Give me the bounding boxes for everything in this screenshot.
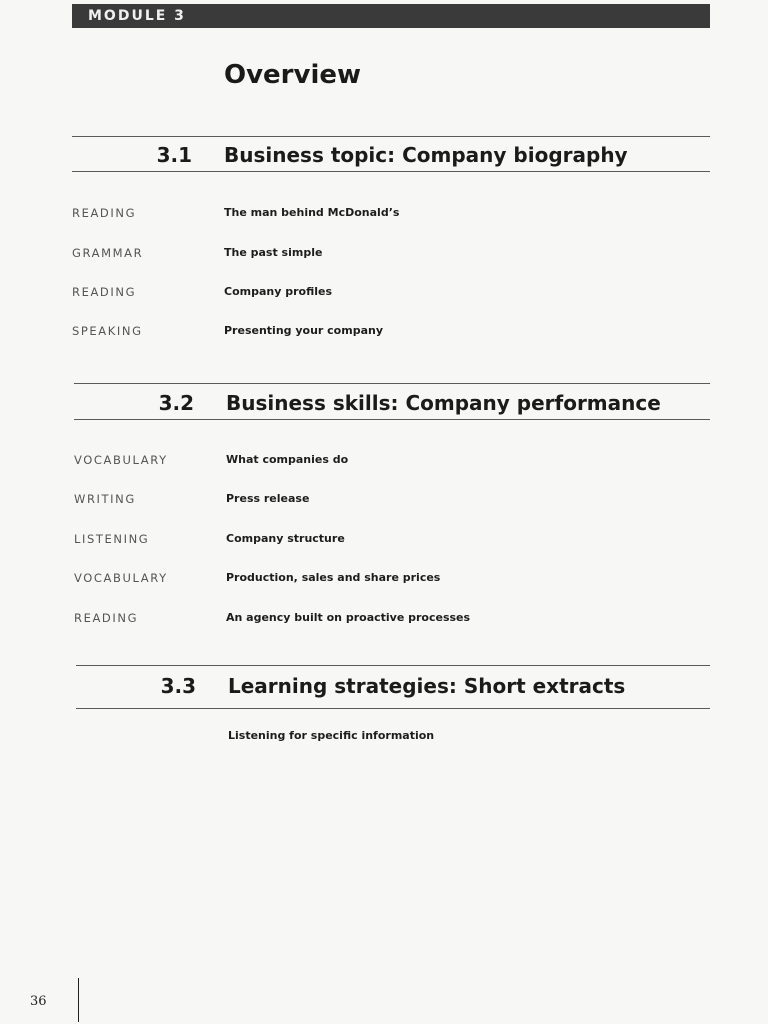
row-topic: The past simple (224, 246, 323, 259)
page-divider (78, 978, 79, 1022)
section-top-rule (74, 383, 710, 384)
row-topic: Listening for specific information (228, 729, 435, 742)
page-title: Overview (224, 60, 362, 90)
module-banner (72, 4, 710, 28)
row-label: VOCABULARY (74, 453, 168, 467)
section-number: 3.3 (160, 674, 196, 698)
section-bottom-rule (74, 419, 710, 420)
section-top-rule (72, 136, 710, 137)
row-label: VOCABULARY (74, 571, 168, 585)
section-title: Business skills: Company performance (226, 391, 661, 415)
row-label: READING (72, 285, 137, 299)
row-topic: Company structure (226, 532, 345, 545)
module-label: MODULE 3 (88, 8, 186, 24)
row-topic: Presenting your company (224, 324, 384, 337)
section-title: Learning strategies: Short extracts (228, 674, 626, 698)
row-topic: An agency built on proactive processes (226, 611, 471, 624)
row-topic: Production, sales and share prices (226, 571, 441, 584)
row-label: READING (74, 611, 139, 625)
section-number: 3.2 (158, 391, 194, 415)
page-number: 36 (30, 994, 47, 1009)
row-label: LISTENING (74, 532, 150, 546)
row-topic: Company profiles (224, 285, 333, 298)
section-number: 3.1 (156, 143, 192, 167)
row-label: SPEAKING (72, 324, 143, 338)
row-topic: The man behind McDonald’s (224, 206, 400, 219)
row-label: READING (72, 206, 137, 220)
row-label: GRAMMAR (72, 246, 144, 260)
row-label: WRITING (74, 492, 136, 506)
section-bottom-rule (76, 708, 710, 709)
row-topic: What companies do (226, 453, 349, 466)
section-top-rule (76, 665, 710, 666)
section-title: Business topic: Company biography (224, 143, 628, 167)
section-bottom-rule (72, 171, 710, 172)
row-topic: Press release (226, 492, 310, 505)
